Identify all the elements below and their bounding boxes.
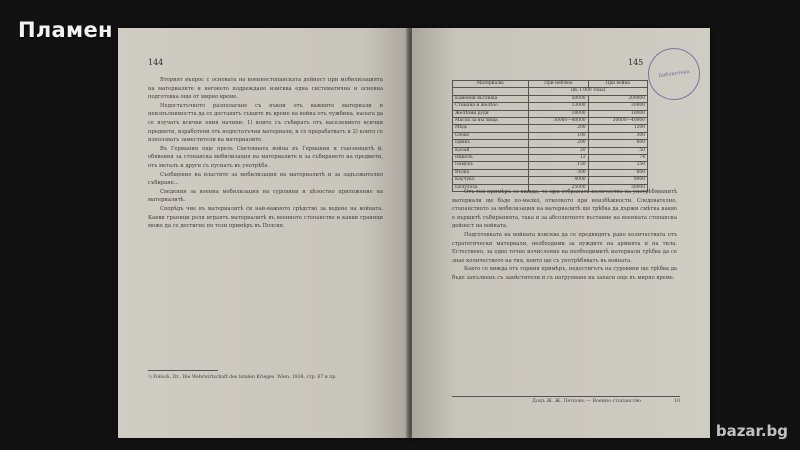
table-row — [453, 162, 648, 169]
table-cell: 74 — [588, 155, 647, 162]
table-cell: 18000 — [588, 110, 647, 117]
table-subheader-row — [453, 88, 648, 95]
right-paragraph: Както се вижда отъ горния примѣръ, недостигътъ на суровини ще трѣбва да бъде запълненъ съ замѣстители и съ натрупване на запаси още въ мирно време. — [452, 266, 677, 281]
table-cell: 50 — [588, 147, 647, 154]
materials-table — [452, 80, 648, 192]
table-cell: Каменни въглища — [453, 95, 529, 102]
table-cell: Олово — [453, 132, 529, 139]
table-row — [453, 169, 648, 176]
table-header-cell: При война — [588, 81, 647, 88]
table-row — [453, 132, 648, 139]
table-cell: 300 — [588, 132, 647, 139]
left-paragraph: Сведения за военна мобилизация на суровини и цѣлостно приложение на материалитѣ. — [148, 188, 383, 204]
table-cell: Никелъ — [453, 155, 529, 162]
brand-logo-text: bazar.bg — [715, 422, 788, 440]
right-page — [412, 28, 710, 438]
table-cell: 50000 — [529, 95, 588, 102]
left-paragraph: Недостатъчното разполагане съ нъкои отъ важните материали и неизпълнимостта да се доставятъ същите въ време на война отъ чужбина, налага да се изучатъ всички ония начини: 1) които съ събиратъ отъ населението всички предмети, изработени отъ недостатъчни материали, и се прерабатватъ и 2) които се използватъ заместители на материалите. — [148, 102, 383, 144]
table-cell: Целулоза — [453, 184, 529, 191]
table-cell: Стомана и желѣзо — [453, 103, 529, 110]
table-header-cell: Материали: — [453, 81, 529, 88]
left-footnote: ¹) Pollock, Dr., Die Wehrwirtschaft des totalen Krieges. Wien. 1938, стр. 67 и пр. — [148, 375, 337, 380]
footnote-rule — [148, 370, 218, 371]
running-foot-rule — [452, 396, 680, 397]
table-cell: Калай — [453, 147, 529, 154]
table-cell: 30000—40000 — [529, 118, 588, 125]
running-foot: Доцъ Ж. Ж. Петковъ — Военно стопанство — [532, 399, 641, 404]
table-cell: Цинкъ — [453, 140, 529, 147]
table-header-row — [453, 81, 648, 88]
left-paragraph: Спорѣдъ чие въ материалитѣ си най-важното срѣдство за водене на войната. Какви граници роля играятъ материалитѣ въ военното стопанство и какви граници може да се достигне по този примѣръ въ Полсия. — [148, 205, 383, 230]
table-cell: 200 — [529, 125, 588, 132]
table-cell: 250 — [588, 162, 647, 169]
table-cell: 30000—40000 — [588, 118, 647, 125]
left-paragraph: Вторият въпрос с основата на военностопанската дейност при мобилизацията на материалите и неговото подреждане изисква една систематична и основна подготовка още от мирно време. — [148, 77, 383, 101]
table-row — [453, 140, 648, 147]
table-cell: 200 — [529, 140, 588, 147]
table-cell: 9000 — [588, 177, 647, 184]
table-cell: 30000 — [588, 103, 647, 110]
table-cell: 12 — [529, 155, 588, 162]
left-paragraph: Съобщение на властите за мобилизация на материалитѣ и за задължително събиране... — [148, 171, 383, 187]
table-row — [453, 95, 648, 102]
table-cell: 18000 — [529, 110, 588, 117]
table-cell: 20 — [529, 147, 588, 154]
table-row — [453, 118, 648, 125]
table-cell: 4000 — [529, 177, 588, 184]
table-row — [453, 147, 648, 154]
table-cell: 300 — [529, 169, 588, 176]
library-stamp: Библиотека — [645, 45, 704, 104]
table-cell: Желѣзни руди — [453, 110, 529, 117]
table-row — [453, 103, 648, 110]
table-row — [453, 177, 648, 184]
table-cell: Масла за въглища — [453, 118, 529, 125]
watermark-text: Пламен — [18, 18, 113, 42]
left-page — [118, 28, 408, 438]
table-cell: Памукъ — [453, 162, 529, 169]
table-cell: 25000 — [529, 184, 588, 191]
table-cell: 1200 — [588, 125, 647, 132]
table-row — [453, 125, 648, 132]
left-page-body — [148, 76, 383, 231]
right-page-number: 145 — [628, 58, 644, 67]
left-paragraph: Въ Германия още презъ Световната война въ Германия и съюзницитѣ й, обявения за стопанска мобилизация на материалите и за събирането на предмети, отъ металъ и други съ пуснатъ въ употрѣба. — [148, 145, 383, 169]
table-cell: Мѣдь — [453, 125, 529, 132]
right-paragraph: Подготовката на войната изисква да се предвидятъ рано количествата отъ стратегически материали, необходими за нуждите на армията и на тила. Естествено, за едно точно изчисление на необходимитѣ материали трѣбва да се знае количеството на тия, които ще съ употрѣбяватъ въ войната. — [452, 231, 677, 264]
table-subheader-spacer — [453, 88, 529, 95]
left-page-number: 144 — [148, 58, 164, 67]
table-cell: Вълна — [453, 169, 529, 176]
signature-mark: 10 — [674, 399, 681, 404]
table-header-cell: При неблюо — [529, 81, 588, 88]
table-cell: 13000 — [529, 103, 588, 110]
table-cell: 600 — [588, 140, 647, 147]
table-body — [453, 95, 648, 191]
table-subheader-cell: (въ 1.000 тона) — [529, 88, 648, 95]
table-row — [453, 110, 648, 117]
table-cell: 100 — [529, 132, 588, 139]
table-cell: Каучукъ — [453, 177, 529, 184]
table-cell: 30000 — [588, 184, 647, 191]
table-cell: 600 — [588, 169, 647, 176]
open-book — [118, 28, 710, 440]
right-page-body — [452, 188, 677, 283]
table-row — [453, 155, 648, 162]
right-paragraph: Отъ тоя примѣръ се вижда, че при отбраната количество на употрѣбяванитѣ материали ще бъде по-малко, отколкото при неизбѣжности. Следователно, стопанството за мобилизация на материалитѣ ще трѣбва да държи смѣтка какво е вършитѣ събиранията, така и за абсолютното въстание на военната стопанска дейност на войната. — [452, 189, 677, 230]
table-cell: 150 — [529, 162, 588, 169]
table-cell: 200000 — [588, 95, 647, 102]
